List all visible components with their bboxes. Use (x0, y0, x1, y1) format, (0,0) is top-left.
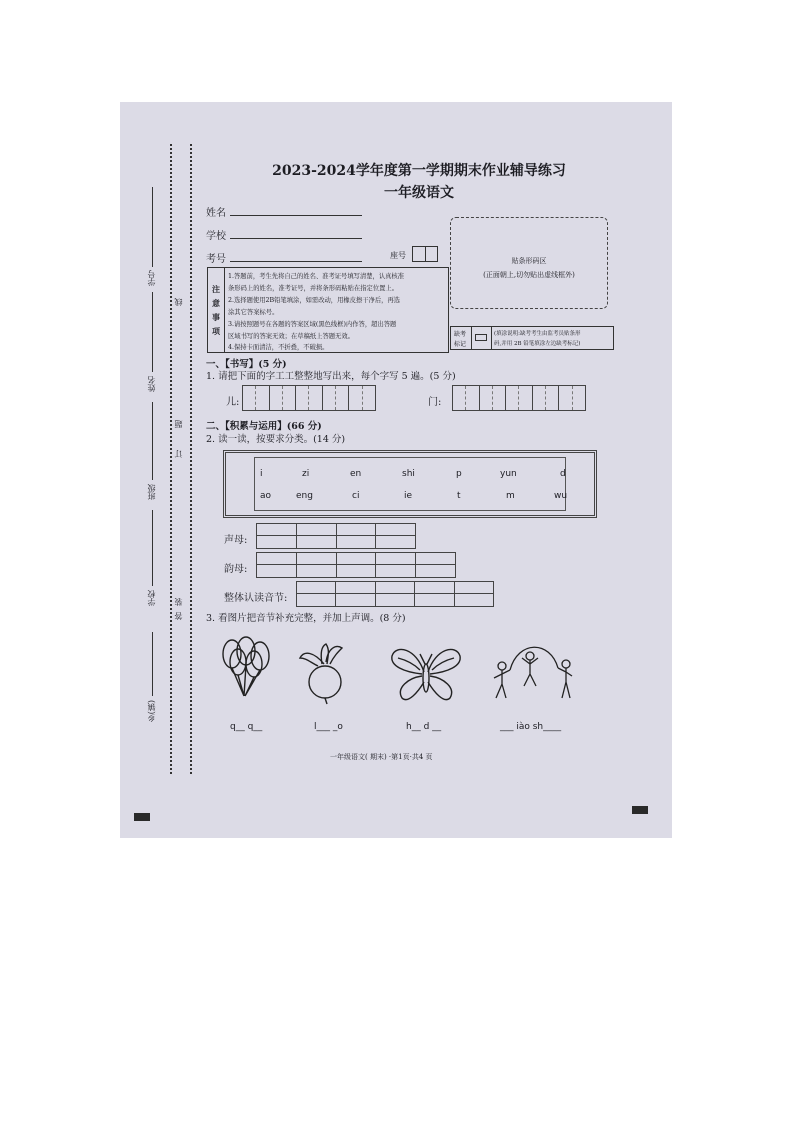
exam-sheet (120, 102, 672, 838)
jump-rope-picture (490, 644, 582, 704)
pinyin-item: eng (296, 491, 313, 501)
absent-divider-2 (491, 327, 492, 349)
char-men-label: 门: (428, 397, 442, 408)
pinyin-item: p (456, 469, 462, 479)
answer-radish[interactable]: l___ _o (314, 722, 343, 732)
notice-line-4: 涂其它答案标号。 (228, 309, 279, 316)
pinyin-item: shi (402, 469, 415, 479)
cut-mark-bind: 订 (174, 450, 183, 458)
notice-line-5: 3.请按照题号在各题的答案区域(黑色线框)内作答，超出答题 (228, 321, 397, 328)
margin-line-town (152, 632, 153, 696)
absent-label-1: 缺考 (454, 331, 467, 338)
pinyin-frame-inner (254, 457, 566, 511)
answer-balloons[interactable]: q__ q__ (230, 722, 263, 732)
notice-heading: 注 意 事 项 (208, 268, 225, 352)
name-label: 姓名 (206, 208, 226, 219)
binding-dotted-line-outer (170, 144, 172, 774)
margin-label-name: 姓名 (147, 376, 156, 392)
pinyin-item: t (457, 491, 461, 501)
notice-line-1: 1.答题前，考生先将自己的姓名、准考证号填写清楚，认真核准 (228, 273, 405, 280)
pinyin-item: i (260, 469, 263, 479)
absent-checkbox[interactable] (475, 334, 487, 341)
initials-label: 声母: (224, 535, 248, 546)
question1-text: 1. 请把下面的字工工整整地写出来，每个字写 5 遍。(5 分) (206, 371, 456, 382)
exam-no-label: 考号 (206, 254, 226, 265)
margin-line-name (152, 292, 153, 372)
page-footer: 一年级语文( 期末) ·第1页·共4 页 (330, 753, 433, 761)
absent-label-2: 标记 (454, 341, 467, 348)
exam-subtitle: 一年级语文 (384, 185, 454, 201)
margin-label-class: 班级 (147, 484, 156, 500)
absent-note-2: 码,并用 2B 铅笔填涂左边缺考标记) (494, 341, 581, 347)
balloons-picture (216, 636, 276, 702)
finals-label: 韵母: (224, 564, 248, 575)
question3-text: 3. 看图片把音节补充完整，并加上声调。(8 分) (206, 613, 406, 624)
pinyin-frame (223, 450, 597, 518)
barcode-title: 贴条形码区 (511, 257, 547, 265)
question2-text: 2. 读一读，按要求分类。(14 分) (206, 434, 346, 445)
notice-line-7: 4.保持卡面清洁，不折叠，不破损。 (228, 344, 329, 351)
notice-line-3: 2.选择题使用2B铅笔填涂，如需改动，用橡皮擦干净后，再选 (228, 297, 401, 304)
exam-no-field[interactable] (230, 261, 362, 262)
initials-table[interactable] (256, 523, 416, 549)
pinyin-item: zi (302, 469, 310, 479)
exam-title: 2023-2024学年度第一学期期末作业辅导练习 (272, 163, 566, 179)
margin-label-town: 乡(镇) (147, 700, 156, 723)
alignment-mark-left (134, 813, 150, 821)
absent-mark-box (450, 326, 614, 350)
name-field[interactable] (230, 215, 362, 216)
finals-table[interactable] (256, 552, 456, 578)
barcode-note: (正面朝上,切勿贴出虚线框外) (483, 271, 575, 279)
pinyin-item: ao (260, 491, 272, 501)
butterfly-picture (386, 642, 466, 706)
absent-note-1: (填涂说明:缺考考生由监考员贴条形 (494, 331, 581, 337)
whole-syllable-table[interactable] (296, 581, 494, 607)
barcode-area (450, 217, 608, 309)
pinyin-item: en (350, 469, 362, 479)
cut-mark-answer: 答 (174, 612, 183, 620)
pinyin-item: d (560, 469, 566, 479)
alignment-mark-right (632, 806, 648, 814)
margin-line-class (152, 402, 153, 480)
radish-picture (296, 642, 354, 706)
notice-line-2: 条形码上的姓名，准考证号，并将条形码粘贴在指定位置上。 (228, 285, 399, 292)
pinyin-item: m (506, 491, 515, 501)
whole-syllable-label: 整体认读音节: (224, 593, 288, 604)
char-er-label: 儿: (226, 397, 240, 408)
cut-mark-fix: 装 (174, 598, 183, 606)
answer-jump-rope[interactable]: ___ iào sh____ (500, 722, 562, 732)
notice-line-6: 区域书写的答案无效；在草稿纸上答题无效。 (228, 333, 354, 340)
answer-butterfly[interactable]: h__ d __ (406, 722, 442, 732)
pinyin-item: yun (500, 469, 517, 479)
writing-grid-er[interactable] (242, 385, 376, 411)
section2-heading: 二、【积累与运用】(66 分) (206, 421, 322, 432)
margin-label-student-no: 学号 (147, 270, 156, 286)
section1-heading: 一、【书写】(5 分) (206, 359, 287, 370)
notice-box (207, 267, 449, 353)
margin-label-school: 学校 (147, 590, 156, 606)
margin-line-school (152, 510, 153, 586)
pinyin-item: wu (554, 491, 568, 501)
school-label: 学校 (206, 231, 226, 242)
writing-grid-men[interactable] (452, 385, 586, 411)
binding-dotted-line-inner (190, 144, 192, 774)
absent-divider (471, 327, 472, 349)
cut-mark-line: 线 (174, 298, 183, 306)
seat-box[interactable] (412, 246, 438, 262)
seat-label: 座号 (390, 251, 406, 260)
pinyin-item: ie (404, 491, 413, 501)
pinyin-item: ci (352, 491, 360, 501)
cut-mark-question: 题 (174, 420, 183, 428)
school-field[interactable] (230, 238, 362, 239)
